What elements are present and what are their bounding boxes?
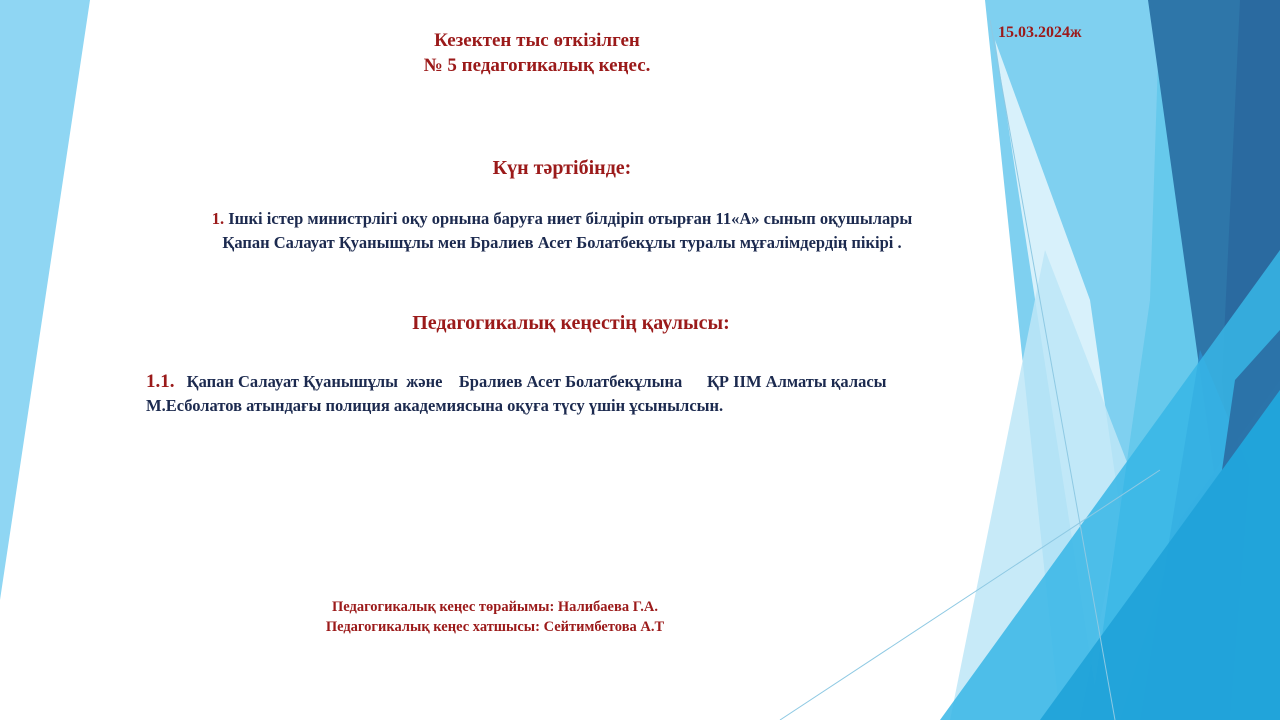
- slide-title: [380, 28, 694, 78]
- agenda-item: [140, 207, 984, 255]
- decision-item-text-1: Қапан Салауат Қуанышұлы және Бралиев Асет Болатбекұлына ҚР ІІМ Алматы қаласы: [186, 372, 887, 391]
- signatures: [300, 597, 690, 637]
- title-line-2: № 5 педагогикалық кеңес.: [423, 55, 651, 76]
- decision-item-line-2: М.Есболатов атындағы полиция академиясына оқуға түсу үшін ұсынылсын.: [146, 396, 724, 415]
- decision-item-line-1: [146, 370, 887, 394]
- decision-item: [146, 370, 887, 418]
- agenda-item-text-1: Ішкі істер министрлігі оқу орнына баруға ниет білдіріп отырған 11«А» сынып оқушылары: [228, 209, 913, 228]
- agenda-item-line-2: Қапан Салауат Қуанышұлы мен Бралиев Асет Болатбекұлы туралы мұғалімдердің пікірі .: [222, 233, 902, 252]
- meeting-date: 15.03.2024ж: [998, 24, 1082, 41]
- decision-item-number: 1.1.: [146, 371, 175, 392]
- chair-signature: Педагогикалық кеңес төрайымы: Налибаева Г.А.: [331, 599, 659, 615]
- agenda-item-line-1: [140, 207, 984, 231]
- secretary-signature: Педагогикалық кеңес хатшысы: Сейтимбетова А.Т: [325, 619, 665, 635]
- decision-heading: Педагогикалық кеңестің қаулысы:: [412, 312, 730, 334]
- title-line-1: Кезектен тыс өткізілген: [434, 30, 640, 51]
- agenda-item-number: 1.: [211, 209, 225, 228]
- agenda-heading: Күн тәртібінде:: [492, 157, 632, 179]
